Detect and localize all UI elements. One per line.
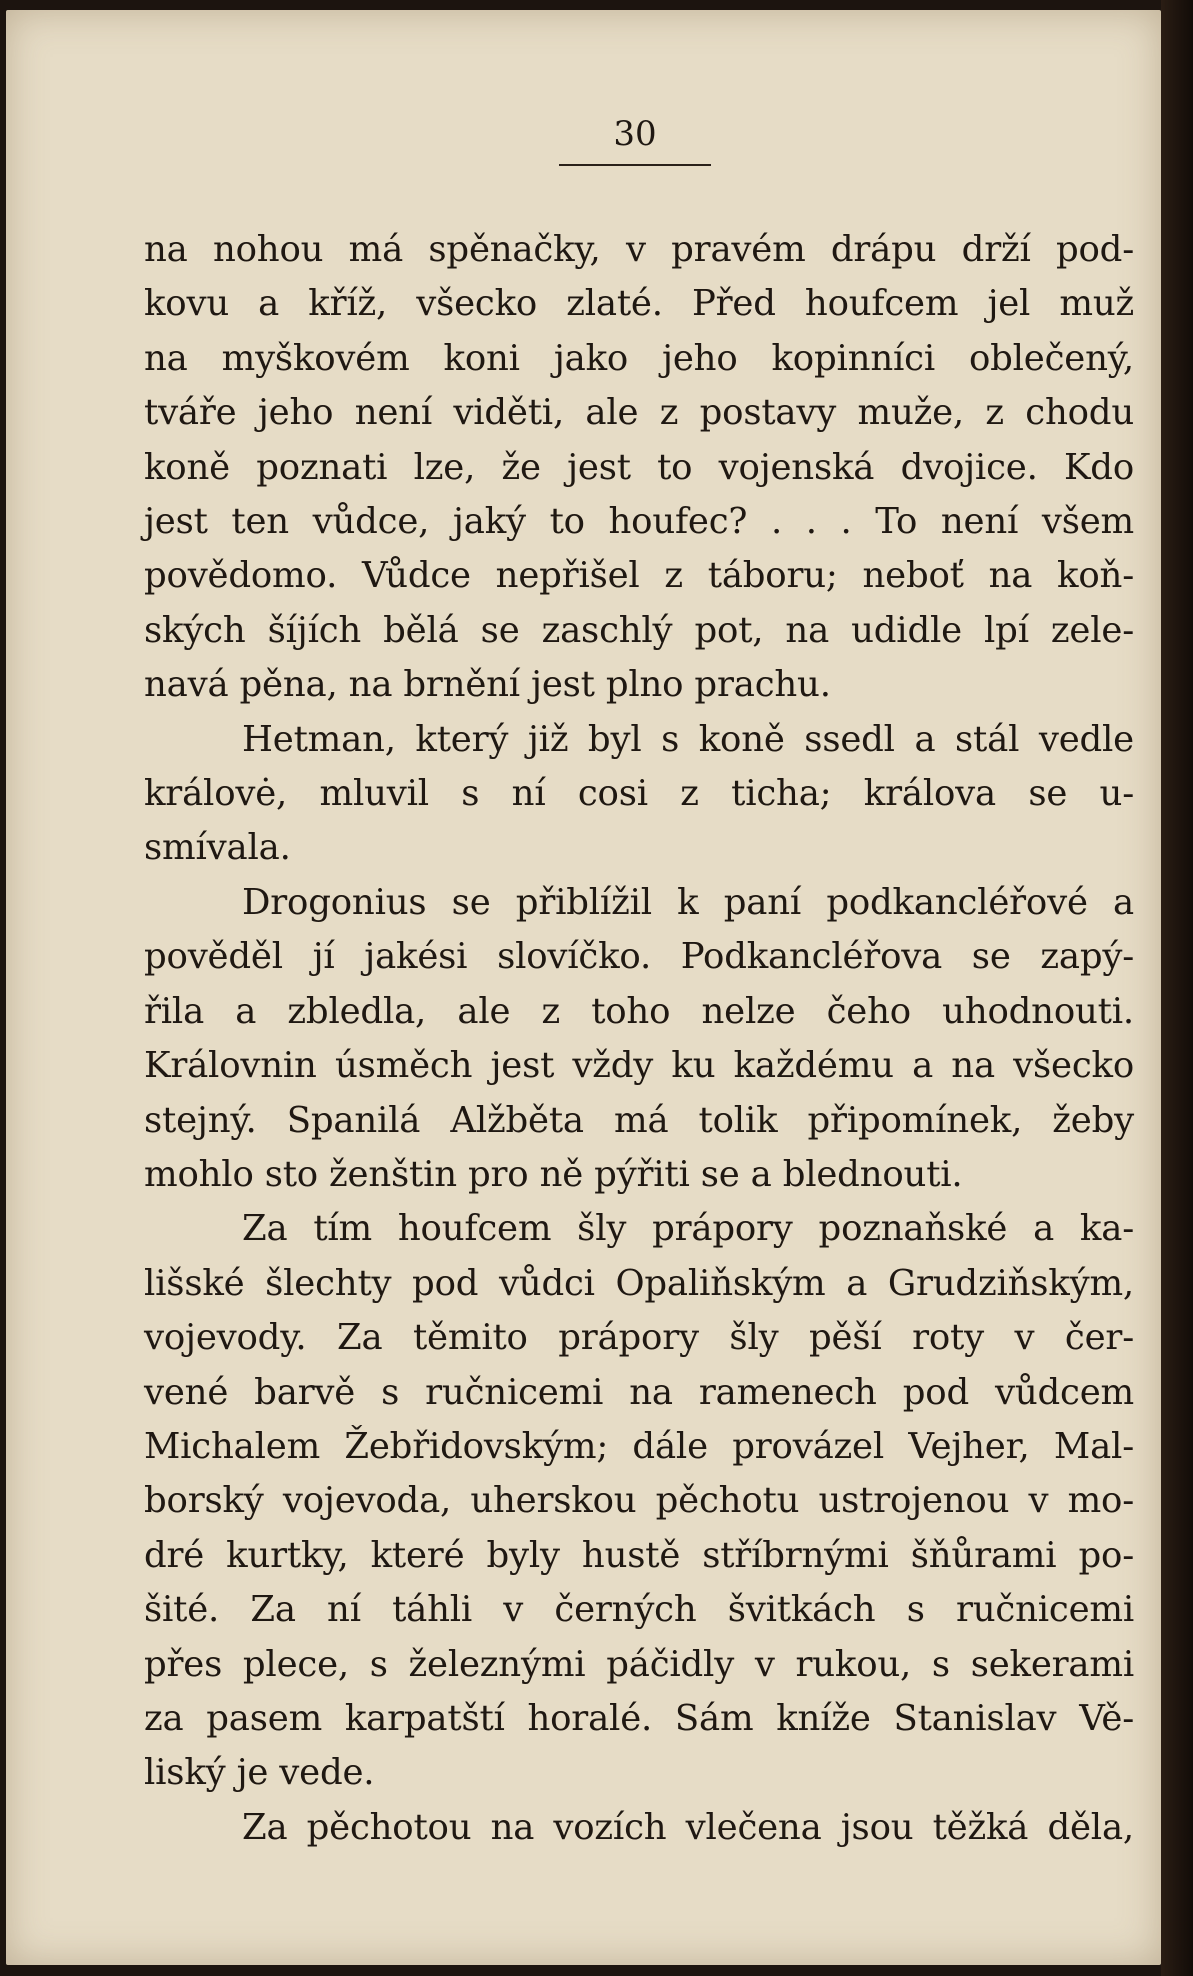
- text-line: vené barvě s ručnicemi na ramenech pod vůdcem: [144, 1371, 1134, 1413]
- text-line: na myškovém koni jako jeho kopinníci oblečený,: [144, 337, 1134, 379]
- text-line: stejný. Spanilá Alžběta má tolik připomínek, žeby: [144, 1099, 1134, 1141]
- text-line: mohlo sto ženštin pro ně pýřiti se a blednouti.: [144, 1153, 963, 1195]
- text-line: Drogonius se přiblížil k paní podkancléřové a: [242, 881, 1134, 923]
- text-line: kovu a kříž, všecko zlaté. Před houfcem jel muž: [144, 283, 1134, 325]
- text-line: za pasem karpatští horalé. Sám kníže Stanislav Vě-: [144, 1697, 1134, 1739]
- text-line: povědomo. Vůdce nepřišel z táboru; neboť na koň-: [144, 555, 1134, 597]
- text-line: ských šíjích bělá se zaschlý pot, na udidle lpí zele-: [144, 609, 1134, 651]
- book-page: [6, 10, 1161, 1965]
- body-text: [144, 223, 1134, 1855]
- text-line: navá pěna, na brnění jest plno prachu.: [144, 664, 831, 706]
- text-line: řila a zbledla, ale z toho nelze čeho uhodnouti.: [144, 990, 1134, 1032]
- text-line: smívala.: [144, 827, 291, 869]
- text-line: přes plece, s železnými páčidly v rukou, s sekerami: [144, 1643, 1134, 1685]
- text-line: Za pěchotou na vozích vlečena jsou těžká děla,: [242, 1806, 1134, 1848]
- text-line: Hetman, který již byl s koně ssedl a stál vedle: [242, 718, 1134, 760]
- text-line: vojevody. Za těmito prápory šly pěší roty v čer-: [144, 1317, 1134, 1359]
- text-line: koně poznati lze, že jest to vojenská dvojice. Kdo: [144, 446, 1134, 488]
- text-line: pověděl jí jakési slovíčko. Podkancléřova se zapý-: [144, 936, 1134, 978]
- text-line: Michalem Žebřidovským; dále provázel Vejher, Mal-: [144, 1425, 1134, 1467]
- text-line: Královnin úsměch jest vždy ku každému a na všecko: [144, 1045, 1134, 1087]
- page-number: 30: [613, 114, 657, 154]
- text-line: šité. Za ní táhli v černých švitkách s ručnicemi: [144, 1589, 1134, 1631]
- book-spine-edge: [1161, 0, 1193, 1976]
- page-header: [559, 112, 711, 166]
- text-line: lišské šlechty pod vůdci Opaliňským a Grudziňským,: [144, 1262, 1134, 1304]
- text-line: na nohou má spěnačky, v pravém drápu drží pod-: [144, 229, 1134, 270]
- text-line: liský je vede.: [144, 1752, 375, 1794]
- text-line: královė, mluvil s ní cosi z ticha; králova se u-: [144, 773, 1134, 815]
- text-line: dré kurtky, které byly hustě stříbrnými šňůrami po-: [144, 1534, 1134, 1576]
- text-line: borský vojevoda, uherskou pěchotu ustrojenou v mo-: [144, 1480, 1134, 1522]
- text-line: Za tím houfcem šly prápory poznaňské a ka-: [242, 1208, 1134, 1250]
- header-rule: [559, 164, 711, 166]
- text-line: jest ten vůdce, jaký to houfec? . . . To není všem: [144, 501, 1134, 543]
- text-line: tváře jeho není viděti, ale z postavy muže, z chodu: [144, 392, 1134, 434]
